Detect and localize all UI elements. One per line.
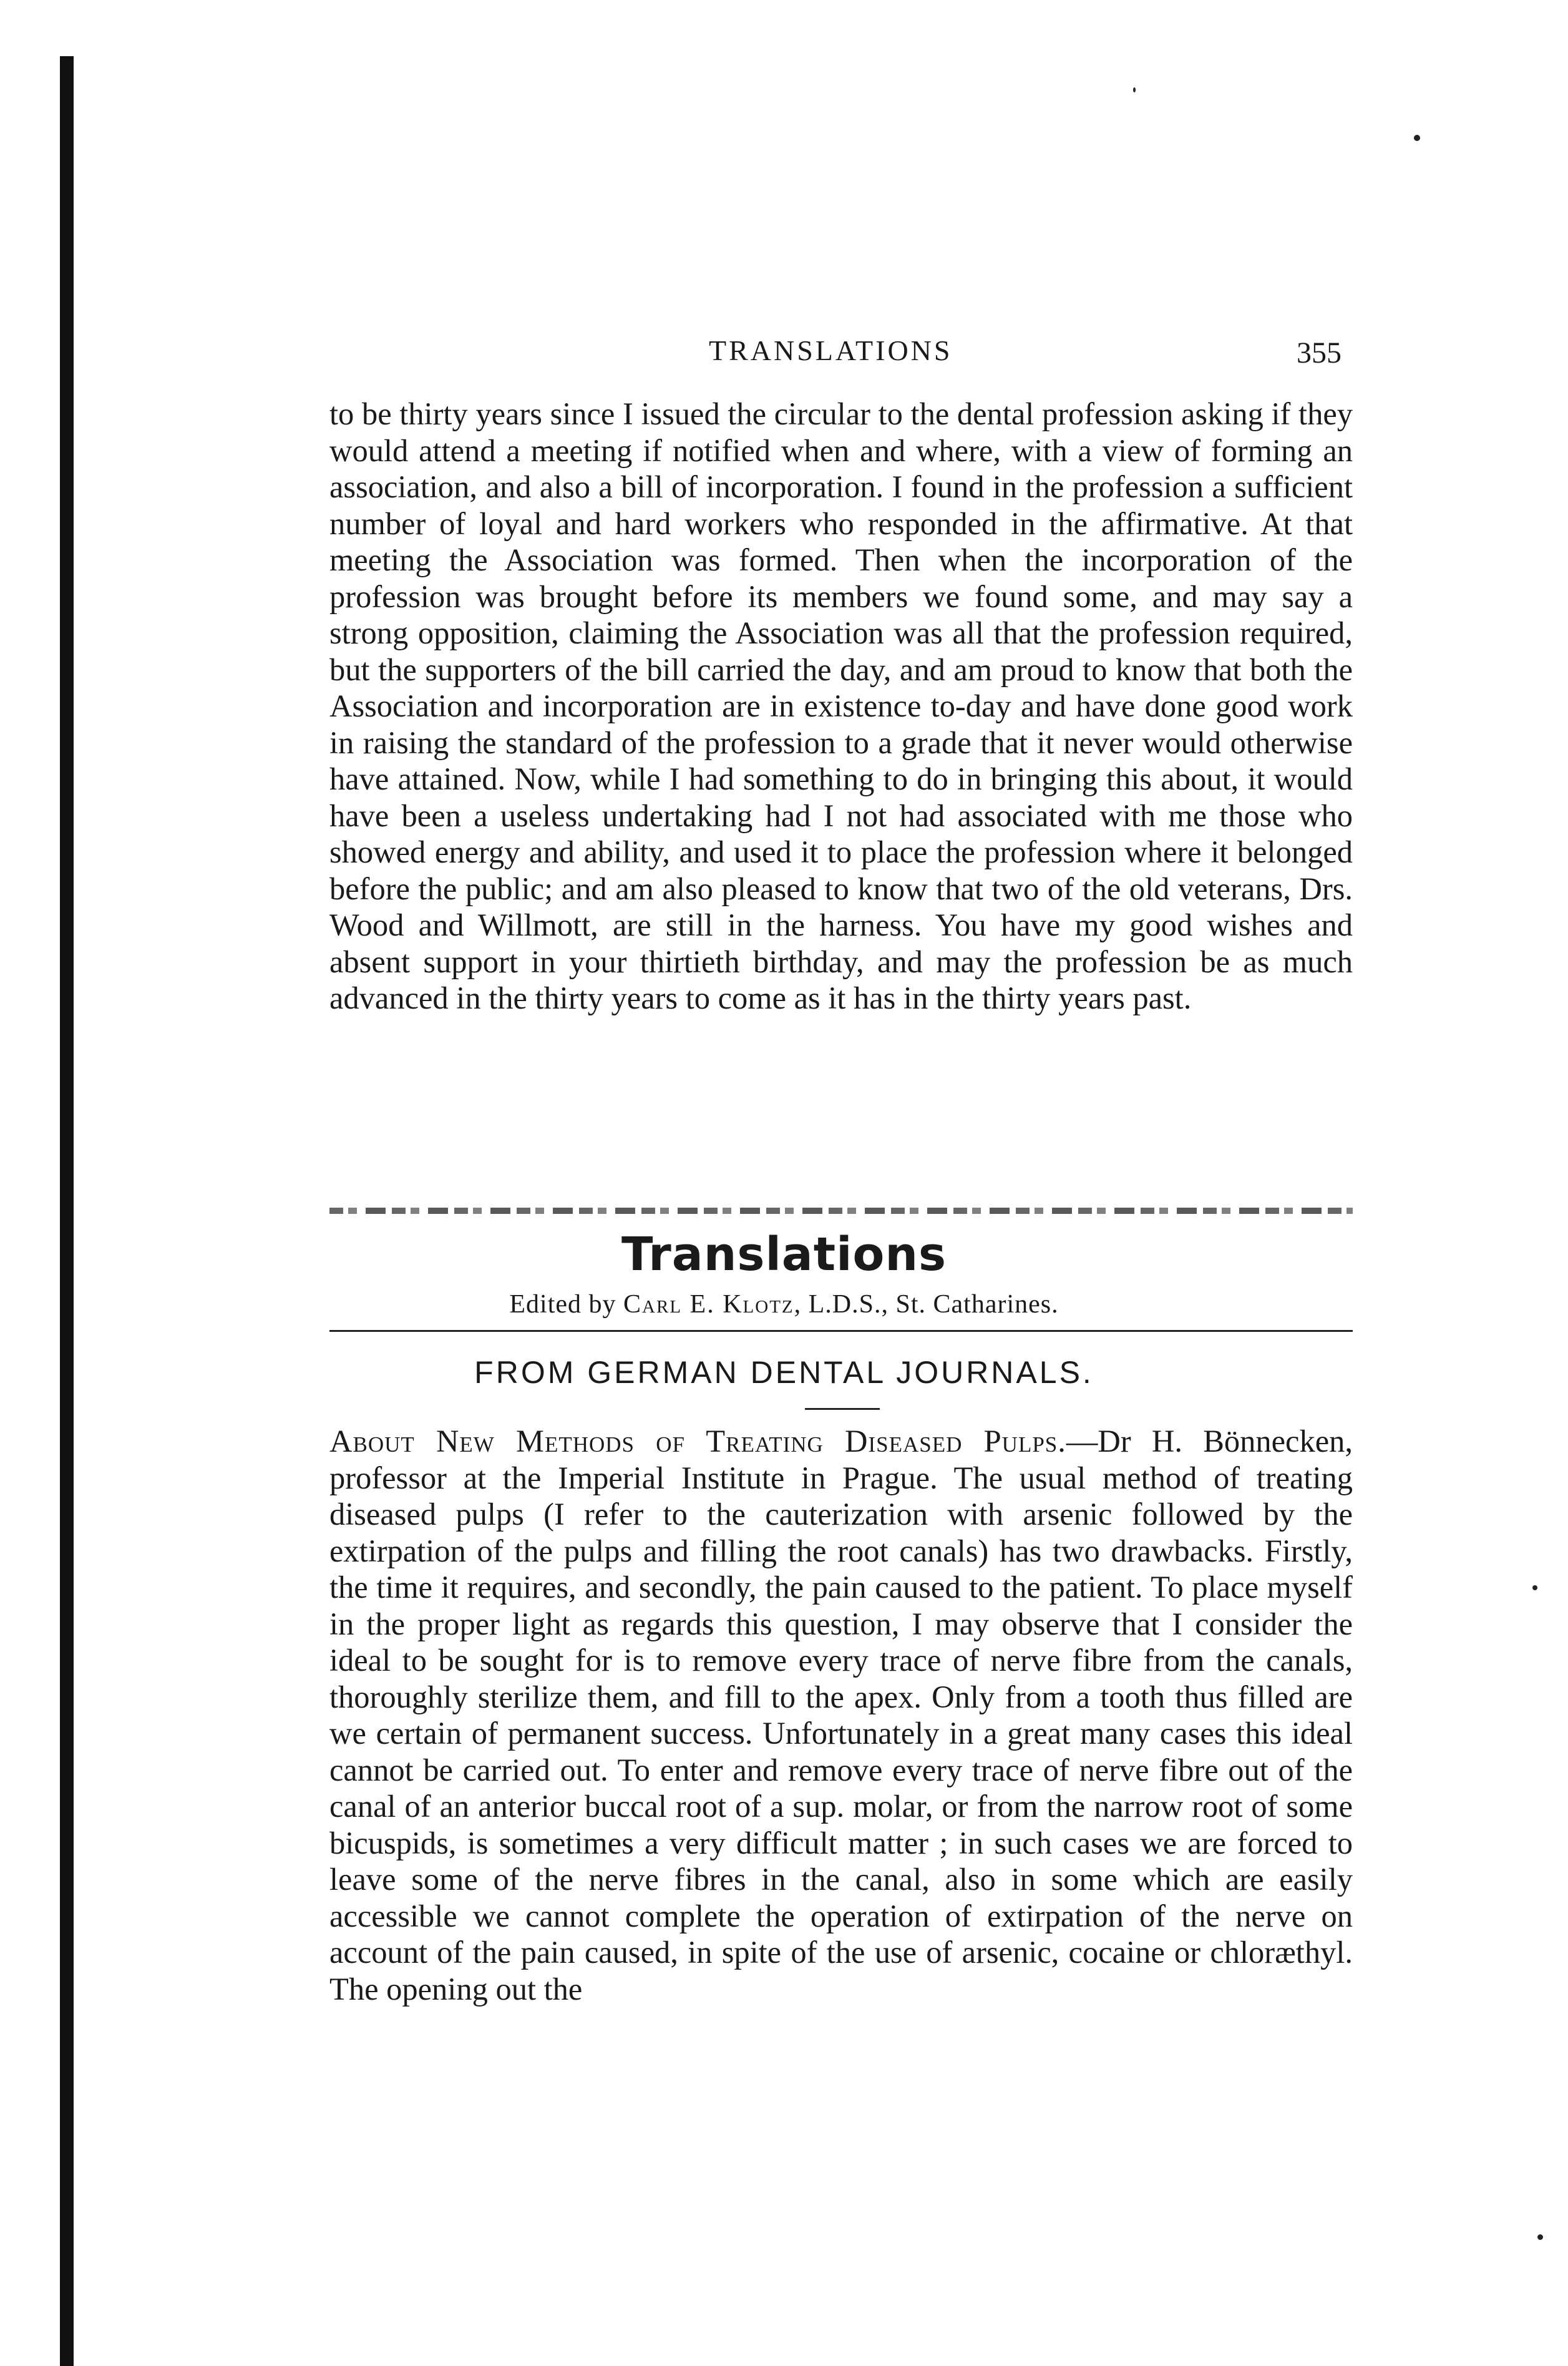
scan-speck	[1414, 135, 1420, 141]
running-title: TRANSLATIONS	[709, 335, 953, 366]
journal-subheading: FROM GERMAN DENTAL JOURNALS.	[474, 1355, 1094, 1390]
running-head	[0, 332, 1568, 369]
section-divider	[329, 1208, 1353, 1214]
scan-speck	[1537, 2234, 1543, 2240]
article-lead-title: About New Methods of Treating Diseased Pulps.	[329, 1424, 1066, 1459]
short-rule	[805, 1408, 880, 1410]
editor-credit	[0, 1287, 1568, 1322]
scan-speck	[1133, 87, 1136, 92]
editor-name: Carl E. Klotz	[623, 1290, 794, 1319]
scan-speck	[1532, 1585, 1537, 1590]
article-body: —Dr H. Bönnecken, professor at the Imperial Institute in Prague. The usual method of treating diseased pulps (I refer to the cauterization with arsenic followed by the extirpation of the pulps and filling the root canals) has two drawbacks. Firstly, the time it requires, and secondly, the pain caused to the patient. To place myself in the proper light as regards this question, I may observe that I consider the ideal to be sought for is to remove every trace of nerve fibre from the canals, thoroughly sterilize them, and fill to the apex. Only from a tooth thus filled are we certain of permanent success. Unfortunately in a great many cases this ideal cannot be carried out. To enter and remove every trace of nerve fibre out of the canal of an anterior buccal root of a sup. molar, or from the narrow root of some bicuspids, is sometimes a very difficult matter ; in such cases we are forced to leave some of the nerve fibres in the canal, also in some which are easily accessible we cannot complete the operation of extirpation of the nerve on account of the pain caused, in spite of the use of arsenic, cocaine or chloræthyl. The opening out the	[329, 1424, 1353, 2007]
editor-suffix: , L.D.S., St. Catharines.	[794, 1290, 1059, 1319]
heading-rule	[329, 1330, 1353, 1332]
article	[329, 1423, 1353, 2007]
page-number: 355	[1297, 336, 1342, 369]
scan-binding-edge	[60, 56, 74, 2366]
letter-continuation	[329, 396, 1353, 1017]
article-paragraph	[329, 1423, 1353, 2007]
editor-prefix: Edited by	[509, 1290, 616, 1319]
letter-paragraph: to be thirty years since I issued the circular to the dental profession asking if they would attend a meeting if notified when and where, with a view of forming an association, and also a bill of incorporation. I found in the profession a sufficient number of loyal and hard workers who responded in the affirmative. At that meeting the Association was formed. Then when the incorporation of the profession was brought before its members we found some, and may say a strong opposition, claiming the Association was all that the profession required, but the supporters of the bill carried the day, and am proud to know that both the Association and incorporation are in existence to-day and have done good work in raising the standard of the profession to a grade that it never would otherwise have attained. Now, while I had something to do in bringing this about, it would have been a useless undertaking had I not had associated with me those who showed energy and ability, and used it to place the profession where it belonged before the public; and am also pleased to know that two of the old veterans, Drs. Wood and Willmott, are still in the harness. You have my good wishes and absent support in your thirtieth birthday, and may the profession be as much advanced in the thirty years to come as it has in the thirty years past.	[329, 396, 1353, 1015]
section-title: Translations	[621, 1228, 947, 1281]
